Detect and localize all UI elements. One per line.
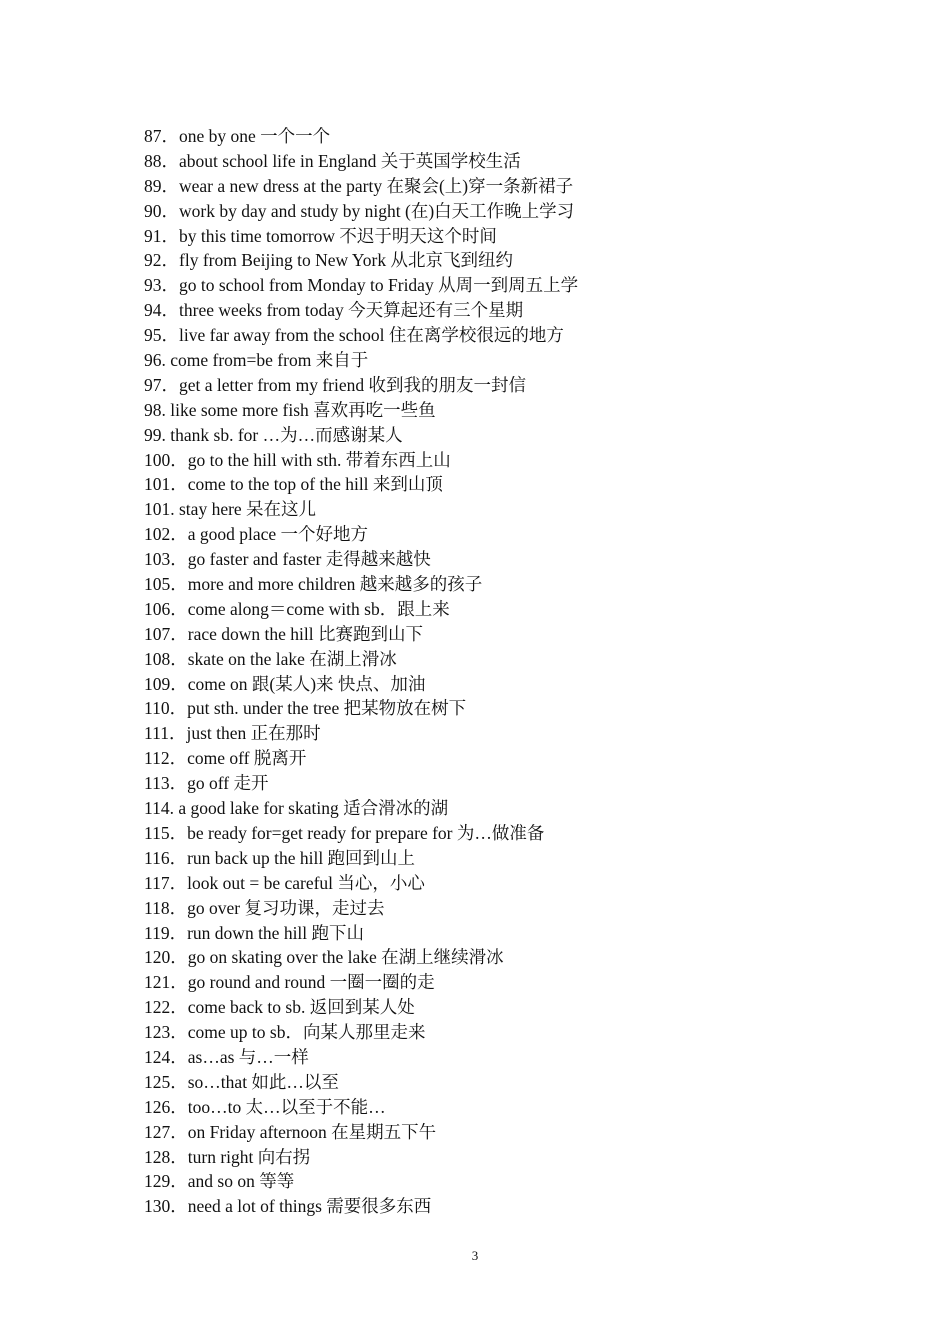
phrase-line: 97．get a letter from my friend 收到我的朋友一封信 — [144, 374, 527, 395]
page-number: 3 — [471, 1248, 479, 1263]
phrase-line: 98. like some more fish 喜欢再吃一些鱼 — [144, 399, 436, 420]
phrase-line: 94．three weeks from today 今天算起还有三个星期 — [144, 300, 524, 321]
phrase-line: 129．and so on 等等 — [144, 1171, 295, 1192]
phrase-line: 103．go faster and faster 走得越来越快 — [144, 549, 431, 570]
phrase-line: 127．on Friday afternoon 在星期五下午 — [144, 1121, 437, 1142]
phrase-line: 110．put sth. under the tree 把某物放在树下 — [144, 698, 467, 719]
phrase-line: 105．more and more children 越来越多的孩子 — [144, 574, 483, 595]
phrase-line: 96. come from=be from 来自于 — [144, 350, 369, 371]
phrase-line: 109．come on 跟(某人)来 快点、加油 — [144, 673, 426, 694]
phrase-line: 100．go to the hill with sth. 带着东西上山 — [144, 449, 451, 470]
phrase-line: 118．go over 复习功课，走过去 — [144, 897, 385, 918]
phrase-line: 92．fly from Beijing to New York 从北京飞到纽约 — [144, 250, 513, 271]
phrase-line: 126．too…to 太…以至于不能… — [144, 1096, 386, 1117]
phrase-line: 113．go off 走开 — [144, 773, 269, 794]
phrase-line: 107．race down the hill 比赛跑到山下 — [144, 623, 423, 644]
phrase-line: 125．so…that 如此…以至 — [144, 1071, 339, 1092]
phrase-line: 101. stay here 呆在这儿 — [144, 499, 317, 520]
phrase-line: 111．just then 正在那时 — [144, 723, 321, 744]
phrase-line: 114. a good lake for skating 适合滑冰的湖 — [144, 798, 449, 819]
phrase-line: 116．run back up the hill 跑回到山上 — [144, 847, 416, 868]
phrase-line: 87．one by one 一个一个 — [144, 126, 331, 146]
phrase-line: 115．be ready for=get ready for prepare for 为…做准备 — [144, 822, 545, 843]
phrase-line: 121．go round and round 一圈一圈的走 — [144, 972, 435, 993]
phrase-line: 112．come off 脱离开 — [144, 748, 307, 769]
phrase-line: 89．wear a new dress at the party 在聚会(上)穿一条新裙子 — [144, 175, 574, 196]
phrase-line: 119．run down the hill 跑下山 — [144, 922, 365, 943]
phrase-line: 101．come to the top of the hill 来到山顶 — [144, 474, 443, 495]
phrase-line: 117．look out = be careful 当心，小心 — [144, 872, 425, 893]
phrase-line: 99. thank sb. for …为…而感谢某人 — [144, 424, 403, 445]
phrase-line: 120．go on skating over the lake 在湖上继续滑冰 — [144, 947, 504, 968]
phrase-line: 108．skate on the lake 在湖上滑冰 — [144, 648, 397, 669]
phrase-line: 124．as…as 与…一样 — [144, 1046, 309, 1067]
phrase-line: 122．come back to sb. 返回到某人处 — [144, 997, 415, 1018]
phrase-line: 93．go to school from Monday to Friday 从周一到周五上学 — [144, 275, 579, 296]
phrase-line: 123．come up to sb．向某人那里走来 — [144, 1022, 426, 1043]
phrase-line: 106．come along＝come with sb．跟上来 — [144, 598, 450, 619]
phrase-line: 95．live far away from the school 住在离学校很远的地方 — [144, 325, 564, 346]
phrase-line: 91．by this time tomorrow 不迟于明天这个时间 — [144, 225, 497, 246]
phrase-list — [144, 124, 864, 1219]
phrase-line: 128．turn right 向右拐 — [144, 1146, 311, 1167]
phrase-line: 102．a good place 一个好地方 — [144, 524, 369, 545]
phrase-line: 130．need a lot of things 需要很多东西 — [144, 1196, 432, 1217]
phrase-line: 90．work by day and study by night (在)白天工作晚上学习 — [144, 200, 575, 221]
phrase-line: 88．about school life in England 关于英国学校生活 — [144, 150, 521, 171]
